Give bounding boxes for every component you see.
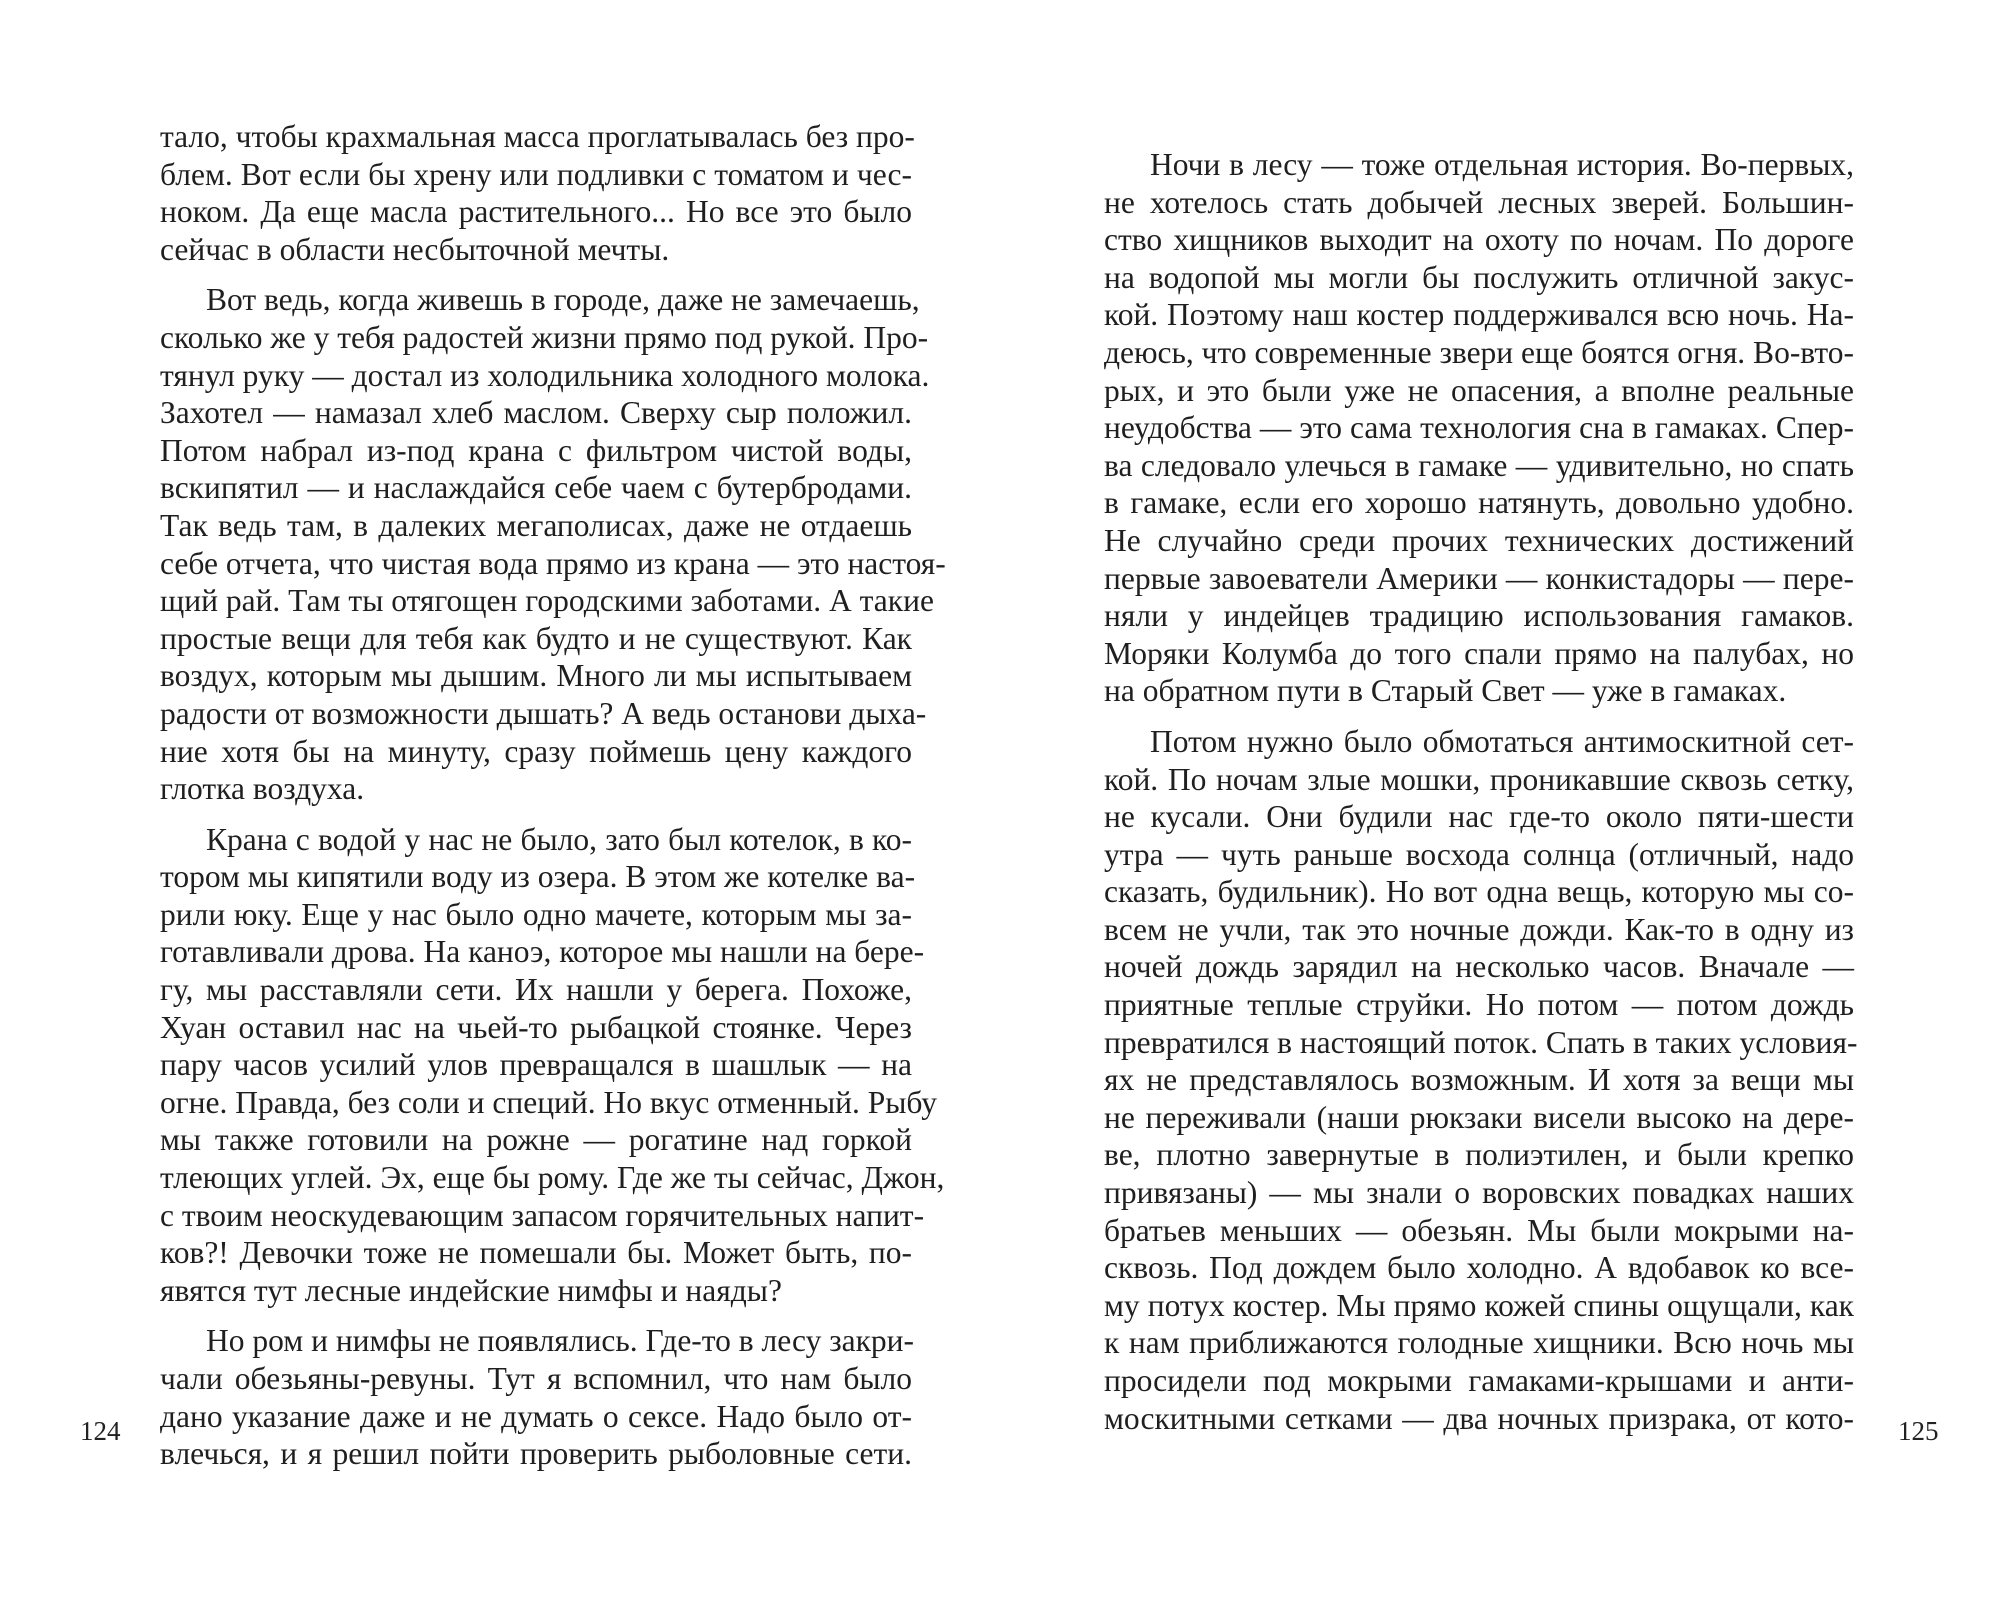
right-page-text-line: всем не учли, так это ночные дожди. Как-то в одну из <box>1104 911 1854 947</box>
right-page-text-line: му потух костер. Мы прямо кожей спины ощущали, как <box>1104 1287 1854 1323</box>
left-page-text-line: явятся тут лесные индейские нимфы и наяды? <box>160 1272 782 1308</box>
right-page-text-line: просидели под мокрыми гамаками-крышами и анти- <box>1104 1363 1854 1398</box>
right-page-text-line: кой. По ночам злые мошки, проникавшие сквозь сетку, <box>1104 761 1854 797</box>
right-page-text-line: ве, плотно завернутые в полиэтилен, и были крепко <box>1104 1137 1854 1173</box>
left-page-text-line: пару часов усилий улов превращался в шашлык — на <box>160 1047 912 1083</box>
left-page-text <box>160 118 946 1473</box>
right-page-text-line: рых, и это были уже не опасения, а вполне реальные <box>1104 372 1854 408</box>
right-page-text-line: Потом нужно было обмотаться антимоскитной сет- <box>1150 723 1854 759</box>
right-page-text-line: ва следовало улечься в гамаке — удивительно, но спать <box>1104 447 1854 483</box>
left-page-text-line: тором мы кипятили воду из озера. В этом же котелке ва- <box>160 859 916 895</box>
right-page-text-line: приятные теплые струйки. Но потом — потом дождь <box>1104 987 1854 1023</box>
right-page-text-line: привязаны) — мы знали о воровских повадках наших <box>1104 1175 1854 1211</box>
left-page-text-line: блем. Вот если бы хрену или подливки с томатом и чес- <box>160 156 912 192</box>
left-page-text-line: радости от возможности дышать? А ведь останови дыха- <box>160 695 927 731</box>
right-page-text-line: не хотелось стать добычей лесных зверей. Большин- <box>1104 184 1854 220</box>
right-page-text-line: к нам приближаются голодные хищники. Всю ночь мы <box>1104 1325 1854 1361</box>
left-page-text-line: влечься, и я решил пойти проверить рыболовные сети. <box>160 1436 912 1472</box>
right-page-text-line: сквозь. Под дождем было холодно. А вдобавок ко все- <box>1104 1250 1854 1286</box>
left-page-text-line: с твоим неоскудевающим запасом горячительных напит- <box>160 1197 925 1233</box>
right-page-text-line: не кусали. Они будили нас где-то около пяти-шести <box>1104 799 1854 835</box>
paragraph-gap <box>160 1309 912 1322</box>
right-page-text-line: Моряки Колумба до того спали прямо на палубах, но <box>1104 635 1854 671</box>
left-page-text-line: гу, мы расставляли сети. Их нашли у берега. Похоже, <box>160 972 912 1008</box>
right-page-text-line: не переживали (наши рюкзаки висели высоко на дере- <box>1104 1099 1854 1135</box>
right-page-text-line: братьев меньших — обезьян. Мы были мокрыми на- <box>1104 1212 1854 1248</box>
right-page-text-line: деюсь, что современные звери еще боятся огня. Во-вто- <box>1104 334 1854 370</box>
right-page-text-line: няли у индейцев традицию использования гамаков. <box>1104 598 1854 634</box>
right-page-text-line: превратился в настоящий поток. Спать в таких условия- <box>1104 1024 1858 1060</box>
right-page-text-line: на водопой мы могли бы послужить отличной закус- <box>1104 259 1854 295</box>
right-page-text-line: сказать, будильник). Но вот одна вещь, которую мы со- <box>1104 874 1854 910</box>
left-page-text-line: сколько же у тебя радостей жизни прямо под рукой. Про- <box>160 319 929 355</box>
left-page-text-line: щий рай. Там ты отягощен городскими заботами. А такие <box>160 583 934 619</box>
left-page-text-line: Хуан оставил нас на чьей-то рыбацкой стоянке. Через <box>160 1009 912 1045</box>
right-page-text-line: на обратном пути в Старый Свет — уже в гамаках. <box>1104 673 1787 709</box>
left-page-text-line: тало, чтобы крахмальная масса проглатывалась без про- <box>160 119 915 154</box>
left-page-text-line: чали обезьяны-ревуны. Тут я вспомнил, что нам было <box>160 1361 912 1396</box>
left-page-text-line: Вот ведь, когда живешь в городе, даже не замечаешь, <box>206 282 920 318</box>
right-page-number: 125 <box>1898 1416 1939 1446</box>
left-page-text-line: глотка воздуха. <box>160 771 365 807</box>
left-page-text-line: Потом набрал из-под крана с фильтром чистой воды, <box>160 432 912 468</box>
left-page-text-line: готавливали дрова. На каноэ, которое мы нашли на бере- <box>160 934 925 970</box>
left-page-text-line: Но ром и нимфы не появлялись. Где-то в лесу закри- <box>206 1323 915 1359</box>
left-page-text-line: тлеющих углей. Эх, еще бы рому. Где же ты сейчас, Джон, <box>160 1160 945 1196</box>
left-page-text-line: вскипятил — и наслаждайся себе чаем с бутербродами. <box>160 470 912 506</box>
left-page-text-line: ние хотя бы на минуту, сразу поймешь цену каждого <box>160 733 912 769</box>
left-page-number: 124 <box>80 1416 121 1446</box>
paragraph-gap <box>160 268 912 281</box>
left-page-text-line: дано указание даже и не думать о сексе. Надо было от- <box>160 1398 912 1434</box>
left-page-text-line: огне. Правда, без соли и специй. Но вкус отменный. Рыбу <box>160 1084 937 1120</box>
right-page-text-line: ях не представлялось возможным. И хотя за вещи мы <box>1104 1062 1854 1098</box>
left-page-text-line: Захотел — намазал хлеб маслом. Сверху сыр положил. <box>160 395 912 431</box>
right-page-text-line: Ночи в лесу — тоже отдельная история. Во-первых, <box>1150 147 1854 182</box>
paragraph-gap <box>1104 710 1854 723</box>
right-page-text-line: первые завоеватели Америки — конкистадоры — пере- <box>1104 560 1854 596</box>
left-page-text-line: ноком. Да еще масла растительного... Но все это было <box>160 194 912 230</box>
left-page-text-line: Крана с водой у нас не было, зато был котелок, в ко- <box>206 821 912 857</box>
right-page-text-line: москитными сетками — два ночных призрака, от кото- <box>1104 1400 1854 1436</box>
right-page-text <box>1104 146 1858 1437</box>
right-page-text-line: кой. Поэтому наш костер поддерживался всю ночь. На- <box>1104 297 1854 333</box>
right-page-text-line: утра — чуть раньше восхода солнца (отличный, надо <box>1104 836 1854 872</box>
left-page-text-line: тянул руку — достал из холодильника холодного молока. <box>160 357 930 393</box>
left-page-text-line: мы также готовили на рожне — рогатине над горкой <box>160 1122 912 1158</box>
left-page-text-line: воздух, которым мы дышим. Много ли мы испытываем <box>160 658 912 694</box>
paragraph-gap <box>160 808 912 821</box>
left-page-text-line: простые вещи для тебя как будто и не существуют. Как <box>160 620 912 656</box>
left-page-text-line: рили юку. Еще у нас было одно мачете, которым мы за- <box>160 896 912 932</box>
right-page-text-line: ство хищников выходит на охоту по ночам. По дороге <box>1104 222 1854 258</box>
left-page-text-line: Так ведь там, в далеких мегаполисах, даже не отдаешь <box>160 507 912 543</box>
right-page-text-line: ночей дождь зарядил на несколько часов. Вначале — <box>1104 949 1854 985</box>
left-page-text-line: себе отчета, что чистая вода прямо из крана — это настоя- <box>160 545 946 581</box>
right-page-text-line: в гамаке, если его хорошо натянуть, довольно удобно. <box>1104 485 1854 521</box>
left-page-text-line: сейчас в области несбыточной мечты. <box>160 231 670 267</box>
left-page-text-line: ков?! Девочки тоже не помешали бы. Может быть, по- <box>160 1235 912 1271</box>
right-page-text-line: Не случайно среди прочих технических достижений <box>1104 522 1854 558</box>
right-page-text-line: неудобства — это сама технология сна в гамаках. Спер- <box>1104 410 1854 446</box>
